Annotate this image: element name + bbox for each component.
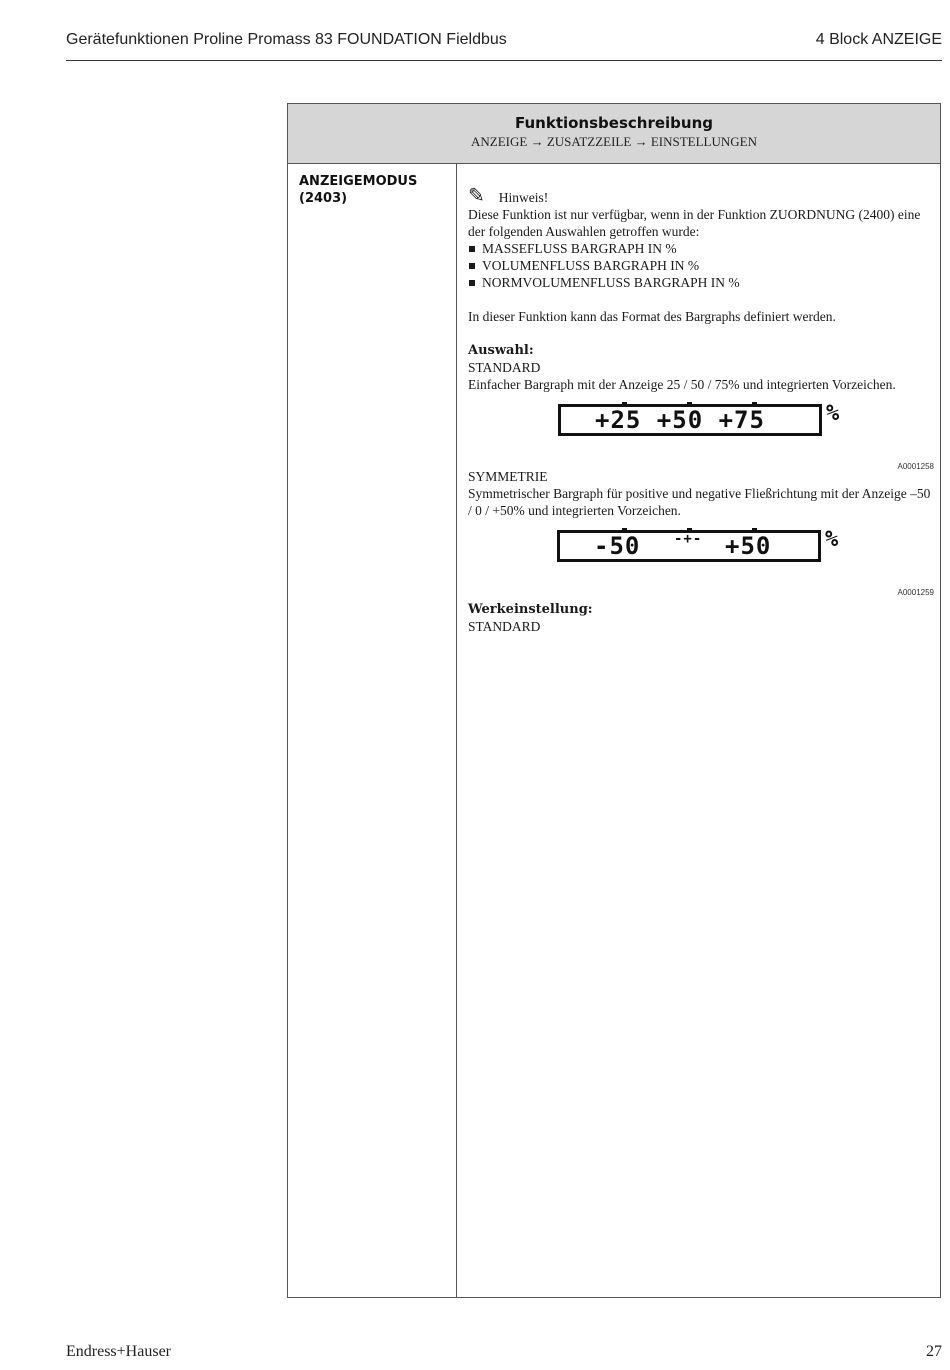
figure-code: A0001258 <box>897 462 934 471</box>
selection-label: Auswahl: <box>468 343 534 358</box>
function-table <box>287 103 941 1298</box>
option-standard-text: Einfacher Bargraph mit der Anzeige 25 / 50 / 75% und integrierten Vorzeichen. <box>468 377 896 392</box>
description-text: In dieser Funktion kann das Format des Bargraphs definiert werden. <box>468 309 836 324</box>
lcd-text-center: -+- <box>674 531 703 547</box>
list-item: MASSEFLUSS BARGRAPH IN % <box>468 240 934 257</box>
percent-symbol: % <box>826 401 840 426</box>
note-bullet-list <box>468 240 934 291</box>
note-text: Diese Funktion ist nur verfügbar, wenn in der Funktion ZUORDNUNG (2400) eine der folgenden Auswahlen getroffen wurde: <box>468 207 921 239</box>
function-description-cell <box>468 184 934 635</box>
option-symmetry-text: Symmetrischer Bargraph für positive und negative Fließrichtung mit der Anzeige –50 / 0 / +50% und integrierten Vorzeichen. <box>468 486 931 518</box>
pencil-icon: ✎ <box>468 185 485 207</box>
column-divider <box>456 163 457 1297</box>
table-title: Funktionsbeschreibung <box>514 114 713 132</box>
lcd-text-left: -50 <box>594 532 641 560</box>
footer-company: Endress+Hauser <box>66 1343 171 1360</box>
figure-code: A0001259 <box>897 588 934 597</box>
running-header-section: 4 Block ANZEIGE <box>815 31 942 48</box>
default-value: STANDARD <box>468 619 541 634</box>
lcd-display-symmetry <box>557 530 821 562</box>
function-code: (2403) <box>299 191 348 206</box>
table-header <box>288 104 940 164</box>
percent-symbol: % <box>825 527 839 552</box>
header-rule <box>66 60 942 61</box>
function-name-cell <box>299 173 449 207</box>
lcd-text-standard: +25 +50 +75 <box>595 406 765 434</box>
list-item: NORMVOLUMENFLUSS BARGRAPH IN % <box>468 274 934 291</box>
lcd-text-right: +50 <box>725 532 772 560</box>
symmetry-bargraph-figure <box>468 519 934 601</box>
option-standard-name: STANDARD <box>468 360 541 375</box>
default-label: Werkeinstellung: <box>468 602 593 617</box>
running-header-title: Gerätefunktionen Proline Promass 83 FOUNDATION Fieldbus <box>66 31 507 48</box>
menu-path: ANZEIGE → ZUSATZZEILE → EINSTELLUNGEN <box>471 134 757 149</box>
note-heading <box>468 184 934 206</box>
note-label: Hinweis! <box>498 190 549 205</box>
list-item: VOLUMENFLUSS BARGRAPH IN % <box>468 257 934 274</box>
page-number: 27 <box>926 1343 942 1360</box>
lcd-display-standard <box>558 404 822 436</box>
standard-bargraph-figure <box>468 393 934 471</box>
function-name: ANZEIGEMODUS <box>299 174 418 189</box>
option-symmetry-name: SYMMETRIE <box>468 469 548 484</box>
